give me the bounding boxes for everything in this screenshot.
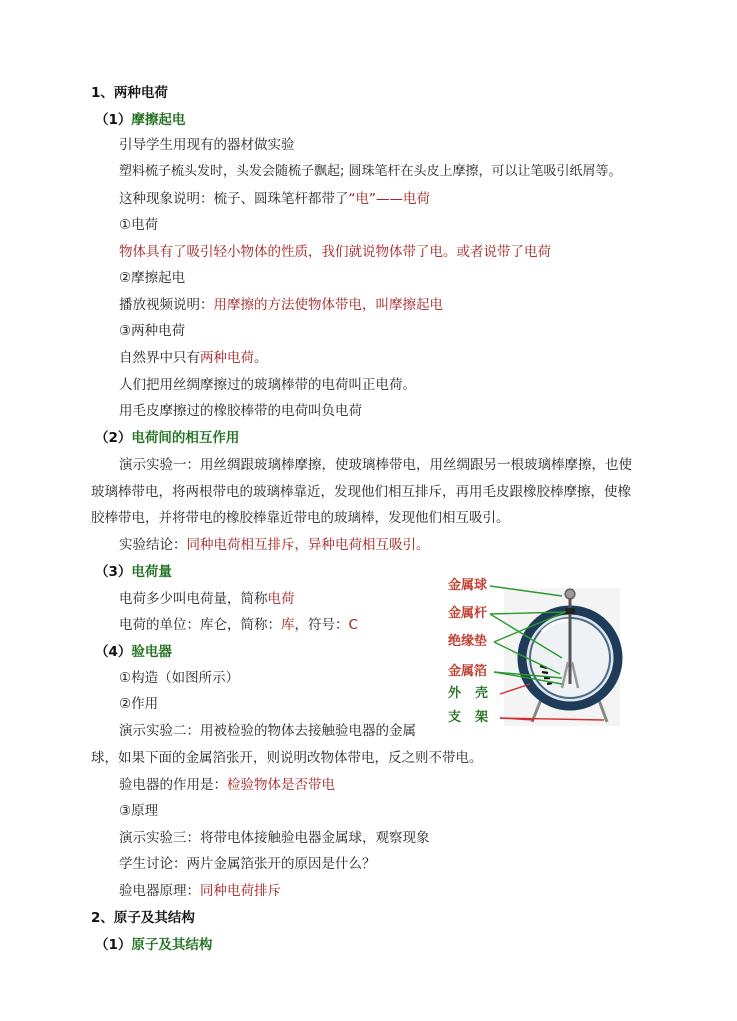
text-line: ②摩擦起电 <box>119 270 186 286</box>
text-line <box>119 590 295 608</box>
text-line <box>119 536 430 554</box>
subsection-title: 验电器 <box>131 644 172 660</box>
text-span: 电荷多少叫电荷量，简称 <box>119 591 268 607</box>
text-line: 塑料梳子梳头发时，头发会随梳子飘起; 圆珠笔杆在头皮上摩擦，可以让笔吸引纸屑等。 <box>119 164 622 179</box>
text-line: ①电荷 <box>119 217 159 233</box>
emphasis-line: 物体具有了吸引轻小物体的性质，我们就说物体带了电。或者说带了电荷 <box>119 244 551 260</box>
subsection-number: （4） <box>95 644 132 660</box>
label-metal-foil: 金属箔 <box>448 664 488 679</box>
subsection-title: 原子及其结构 <box>131 937 213 953</box>
electroscope-drawing <box>444 572 624 732</box>
text-span: 验电器的作用是： <box>119 777 227 793</box>
subsection-title: 电荷量 <box>131 564 172 580</box>
text-line <box>119 776 335 794</box>
paragraph-line: 演示实验一：用丝绸跟玻璃棒摩擦，使玻璃棒带电，用丝绸跟另一根玻璃棒摩擦，也使 <box>119 457 632 473</box>
emphasis-text: 两种电荷 <box>200 350 254 366</box>
text-span: 播放视频说明： <box>119 297 214 313</box>
emphasis-text: C <box>348 617 358 633</box>
subsection-number: （3） <box>95 564 132 580</box>
subsection-heading <box>95 936 212 954</box>
emphasis-text: 用摩擦的方法使物体带电，叫摩擦起电 <box>213 297 443 313</box>
subsection-heading <box>95 111 185 129</box>
text-line: 引导学生用现有的器材做实验 <box>119 137 295 153</box>
text-line: 演示实验三：将带电体接触验电器金属球，观察现象 <box>119 830 430 846</box>
emphasis-text: 电荷 <box>267 591 295 607</box>
text-span: 实验结论： <box>119 537 187 553</box>
paragraph-line: 胶棒带电，并将带电的橡胶棒靠近带电的玻璃棒，发现他们相互吸引。 <box>91 510 510 526</box>
text-span: ，符号： <box>294 617 349 633</box>
subsection-number: （1） <box>95 937 132 953</box>
subsection-title: 电荷间的相互作用 <box>131 430 240 446</box>
label-outer-shell: 外壳 <box>448 686 503 701</box>
subsection-number: （2） <box>95 430 132 446</box>
text-line: 用毛皮摩擦过的橡胶棒带的电荷叫负电荷 <box>119 403 362 419</box>
emphasis-text: “电”——电荷 <box>348 191 430 207</box>
emphasis-text: 同种电荷相互排斥，异种电荷相互吸引。 <box>186 537 430 553</box>
emphasis-text: 库 <box>281 617 295 633</box>
subsection-number: （1） <box>95 112 132 128</box>
text-line: 学生讨论：两片金属箔张开的原因是什么？ <box>119 856 376 872</box>
section-heading: 2、原子及其结构 <box>91 910 195 926</box>
text-line <box>119 190 430 208</box>
text-line: ①构造（如图所示） <box>119 670 240 686</box>
text-span: 自然界中只有 <box>119 350 200 366</box>
section-heading: 1、两种电荷 <box>91 85 168 101</box>
text-span: 这种现象说明：梳子、圆珠笔杆都带了 <box>119 191 349 207</box>
text-line: 球，如果下面的金属箔张开，则说明改物体带电，反之则不带电。 <box>91 750 483 766</box>
subsection-heading <box>95 643 172 661</box>
label-metal-ball: 金属球 <box>448 578 488 593</box>
text-line <box>119 616 358 634</box>
text-span: 验电器原理： <box>119 883 200 899</box>
text-line: ②作用 <box>119 696 159 712</box>
text-line <box>119 296 443 314</box>
label-stand: 支架 <box>448 710 503 725</box>
subsection-title: 摩擦起电 <box>131 112 186 128</box>
label-metal-rod: 金属杆 <box>448 606 488 621</box>
subsection-heading <box>95 429 239 447</box>
text-line: 演示实验二：用被检验的物体去接触验电器的金属 <box>119 723 416 739</box>
text-line: ③两种电荷 <box>119 323 186 339</box>
electroscope-figure <box>444 572 624 732</box>
text-line <box>119 349 268 367</box>
text-line <box>119 882 281 900</box>
emphasis-text: 同种电荷排斥 <box>200 883 281 899</box>
text-line: 人们把用丝绸摩擦过的玻璃棒带的电荷叫正电荷。 <box>119 377 416 393</box>
text-span: 电荷的单位：库仑，简称： <box>119 617 281 633</box>
label-insulating-pad: 绝缘垫 <box>448 634 488 649</box>
subsection-heading <box>95 563 172 581</box>
text-span: 。 <box>254 350 268 366</box>
text-line: ③原理 <box>119 803 159 819</box>
paragraph-line: 玻璃棒带电，将两根带电的玻璃棒靠近，发现他们相互排斥，再用毛皮跟橡胶棒摩擦，使橡 <box>91 484 631 500</box>
emphasis-text: 检验物体是否带电 <box>227 777 335 793</box>
